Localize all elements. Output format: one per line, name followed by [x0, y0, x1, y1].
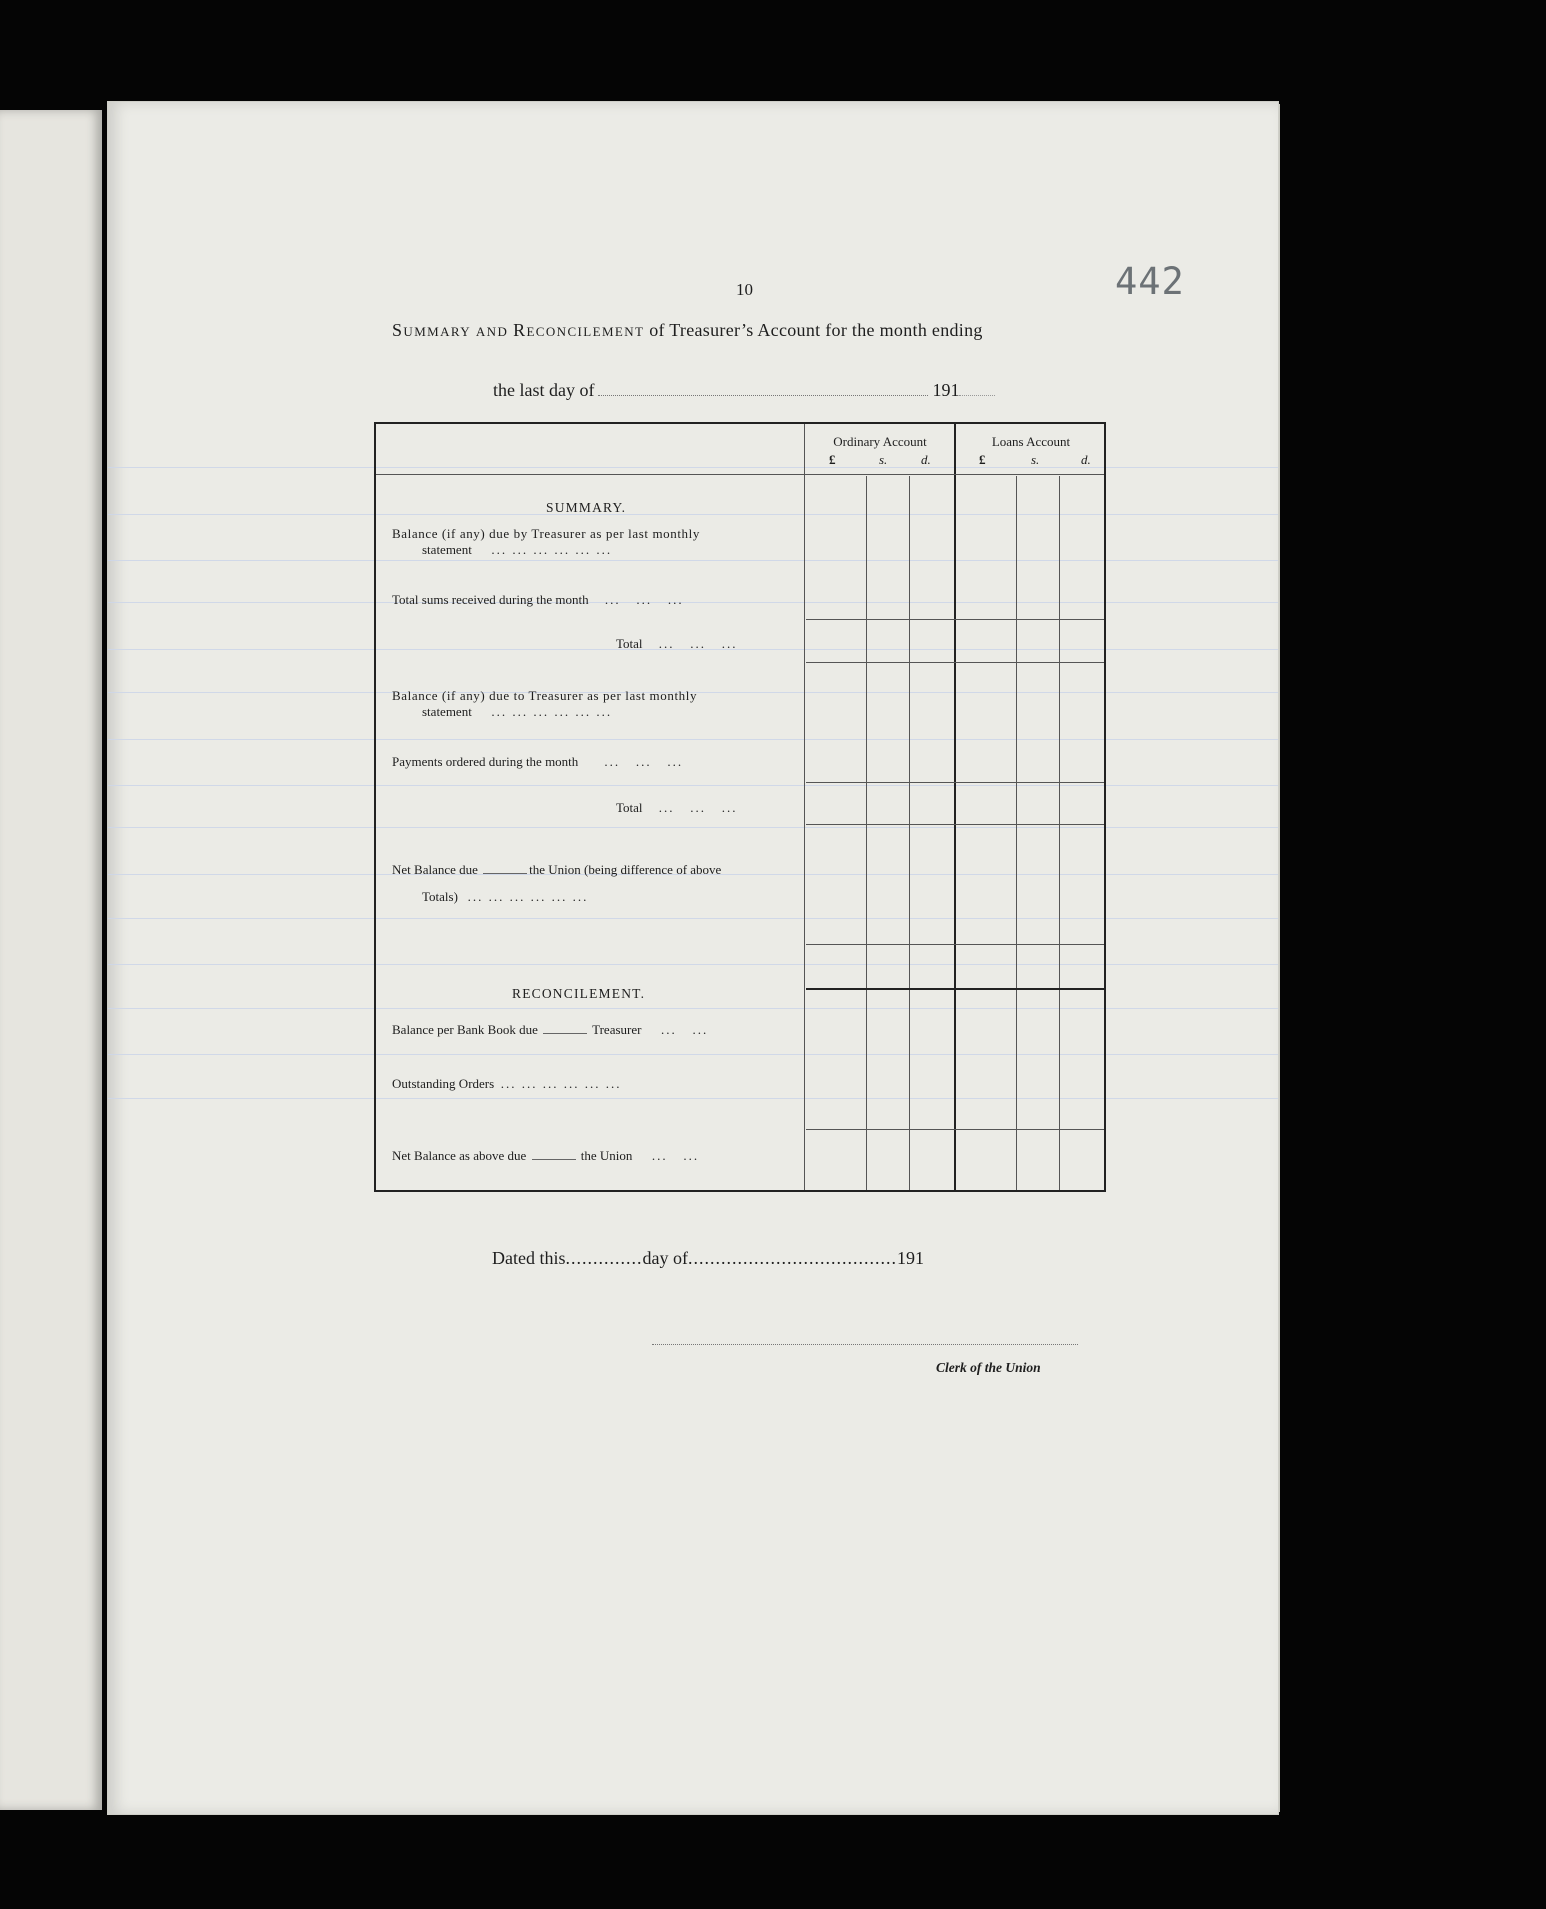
desc-divider: [804, 424, 805, 1190]
signatory-title: Clerk of the Union: [936, 1360, 1041, 1375]
summary-title: SUMMARY.: [546, 500, 627, 515]
row-total-1: Total ... ... ...: [616, 636, 738, 651]
row-outstanding-orders: Outstanding Orders ... ... ... ... ... ...: [392, 1076, 622, 1091]
period-year: 191: [932, 380, 960, 400]
header-rule: [376, 474, 1104, 475]
dated-label: Dated this: [492, 1248, 566, 1268]
row-total-2: Total ... ... ...: [616, 800, 738, 815]
heading-word-reconcilement: Reconcilement: [513, 320, 645, 340]
day-of-label: day of: [642, 1248, 688, 1268]
dated-year: 191: [896, 1248, 924, 1268]
heading-word-and: and: [475, 320, 509, 340]
row-balance-to-treasurer-line1: Balance (if any) due to Treasurer as per last monthly: [392, 688, 698, 703]
row-payments-ordered: Payments ordered during the month ... ... ...: [392, 754, 684, 769]
row-total-received: Total sums received during the month ... ... ...: [392, 592, 684, 607]
row-balance-by-treasurer-line1: Balance (if any) due by Treasurer as per last monthly: [392, 526, 700, 541]
loans-account-header: Loans Account: [991, 434, 1071, 449]
heading-word-summary: Summary: [392, 320, 472, 340]
period-blank[interactable]: [598, 395, 928, 396]
period-line: [493, 380, 995, 401]
period-prefix: the last day of: [493, 380, 595, 400]
loan-shillings-divider: [1059, 476, 1060, 1190]
loan-pounds-label: £: [979, 452, 986, 467]
account-divider: [954, 424, 956, 1190]
row-net-balance-line2: Totals) ... ... ... ... ... ...: [422, 889, 589, 904]
loan-pence-label: d.: [1081, 452, 1091, 467]
loan-pounds-divider: [1016, 476, 1017, 1190]
row-net-balance-above: Net Balance as above due the Union ... ...: [392, 1148, 700, 1163]
ord-shillings-divider: [909, 476, 910, 1190]
heading-rest: of Treasurer’s Account for the month ending: [649, 320, 983, 340]
form-heading: [392, 320, 983, 341]
dated-line: Dated this..............day of......................................191: [492, 1248, 924, 1268]
facing-page: [0, 110, 102, 1810]
ordinary-account-header: Ordinary Account: [833, 434, 927, 449]
page-number: 10: [736, 280, 753, 299]
row-balance-to-treasurer-line2: statement ... ... ... ... ... ...: [422, 704, 613, 719]
reconcilement-title: RECONCILEMENT.: [512, 986, 646, 1001]
row-net-balance-line1: Net Balance due the Union (being difference of above: [392, 862, 722, 877]
ord-pence-label: d.: [921, 452, 931, 467]
loan-shillings-label: s.: [1031, 452, 1040, 467]
row-balance-by-treasurer-line2: statement ... ... ... ... ... ...: [422, 542, 613, 557]
signature-line[interactable]: [652, 1344, 1078, 1345]
folio-number: 442: [1115, 260, 1185, 303]
row-bank-book: Balance per Bank Book due Treasurer ... ...: [392, 1022, 709, 1037]
ord-pounds-divider: [866, 476, 867, 1190]
account-form: [374, 422, 1106, 1192]
ord-pounds-label: £: [829, 452, 836, 467]
ledger-page: [108, 102, 1278, 1814]
ord-shillings-label: s.: [879, 452, 888, 467]
period-year-blank[interactable]: [959, 395, 995, 396]
